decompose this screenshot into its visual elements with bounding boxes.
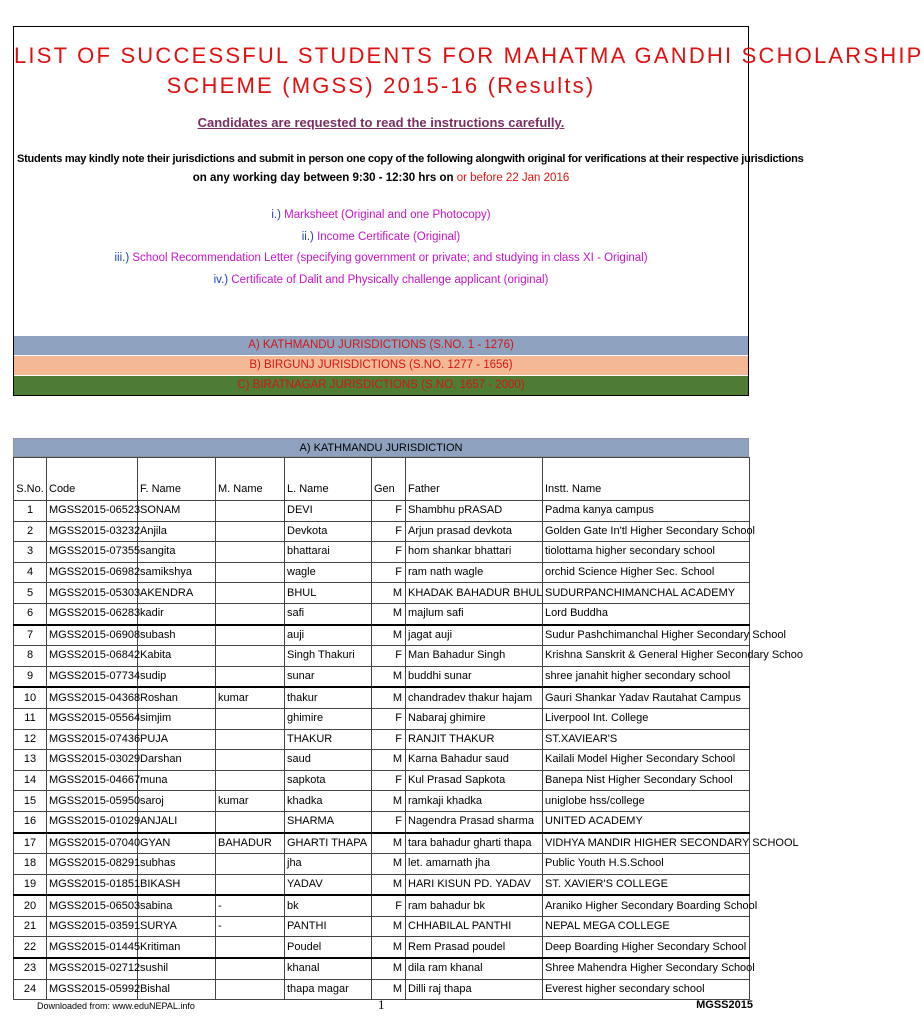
- cell-first-name: kadir: [138, 603, 216, 624]
- cell-middle-name: [216, 708, 285, 729]
- cell-sno: 15: [14, 791, 47, 812]
- cell-last-name: safi: [285, 603, 372, 624]
- cell-middle-name: [216, 811, 285, 832]
- cell-institute: Krishna Sanskrit & General Higher Secondary Schoo: [543, 646, 750, 667]
- requirements-list: [14, 205, 748, 291]
- table-row: [14, 958, 750, 979]
- cell-code: MGSS2015-05950: [47, 791, 138, 812]
- cell-middle-name: [216, 666, 285, 687]
- cell-code: MGSS2015-05303: [47, 583, 138, 604]
- cell-last-name: SHARMA: [285, 811, 372, 832]
- cell-institute: Public Youth H.S.School: [543, 854, 750, 875]
- cell-first-name: muna: [138, 770, 216, 791]
- header-box: [13, 26, 924, 396]
- cell-first-name: Darshan: [138, 750, 216, 771]
- cell-middle-name: -: [216, 916, 285, 937]
- cell-middle-name: kumar: [216, 687, 285, 708]
- table-row: [14, 833, 750, 854]
- column-header-father: Father: [406, 458, 543, 501]
- cell-gender: F: [372, 729, 406, 750]
- cell-first-name: Roshan: [138, 687, 216, 708]
- cell-gender: F: [372, 542, 406, 563]
- cell-code: MGSS2015-01851: [47, 874, 138, 895]
- cell-gender: F: [372, 501, 406, 522]
- cell-sno: 21: [14, 916, 47, 937]
- cell-father: RANJIT THAKUR: [406, 729, 543, 750]
- column-header-sno: S.No.: [14, 458, 47, 501]
- instructions-subheading: Candidates are requested to read the instructions carefully.: [197, 115, 565, 130]
- cell-sno: 12: [14, 729, 47, 750]
- cell-institute: Sudur Pashchimanchal Higher Secondary School: [543, 625, 750, 646]
- cell-last-name: thapa magar: [285, 979, 372, 1000]
- notice-line-2: [17, 169, 745, 188]
- cell-father: CHHABILAL PANTHI: [406, 916, 543, 937]
- cell-last-name: BHUL: [285, 583, 372, 604]
- cell-father: Rem Prasad poudel: [406, 937, 543, 958]
- cell-first-name: PUJA: [138, 729, 216, 750]
- table-row: [14, 646, 750, 667]
- cell-sno: 8: [14, 646, 47, 667]
- cell-father: KHADAK BAHADUR BHUL: [406, 583, 543, 604]
- requirement-text: Certificate of Dalit and Physically challenge applicant (original): [228, 273, 549, 286]
- cell-institute: Padma kanya campus: [543, 501, 750, 522]
- cell-father: Karna Bahadur saud: [406, 750, 543, 771]
- cell-code: MGSS2015-03232: [47, 521, 138, 542]
- notice-line-2-text: on any working day between 9:30 - 12:30 hrs on: [192, 172, 457, 184]
- table-row: [14, 583, 750, 604]
- cell-middle-name: [216, 958, 285, 979]
- cell-middle-name: [216, 501, 285, 522]
- table-row: [14, 874, 750, 895]
- cell-sno: 18: [14, 854, 47, 875]
- cell-father: hom shankar bhattari: [406, 542, 543, 563]
- cell-sno: 17: [14, 833, 47, 854]
- table-row: [14, 625, 750, 646]
- cell-middle-name: -: [216, 895, 285, 916]
- cell-code: MGSS2015-07040: [47, 833, 138, 854]
- cell-last-name: sunar: [285, 666, 372, 687]
- requirement-item: [14, 270, 748, 292]
- cell-father: ram bahadur bk: [406, 895, 543, 916]
- cell-code: MGSS2015-06842: [47, 646, 138, 667]
- cell-sno: 3: [14, 542, 47, 563]
- cell-first-name: BIKASH: [138, 874, 216, 895]
- requirement-text: Income Certificate (Original): [313, 230, 461, 243]
- cell-gender: M: [372, 687, 406, 708]
- cell-code: MGSS2015-07734: [47, 666, 138, 687]
- cell-sno: 10: [14, 687, 47, 708]
- cell-code: MGSS2015-05992: [47, 979, 138, 1000]
- cell-sno: 13: [14, 750, 47, 771]
- cell-gender: M: [372, 625, 406, 646]
- cell-code: MGSS2015-08291: [47, 854, 138, 875]
- cell-gender: F: [372, 895, 406, 916]
- cell-first-name: Bishal: [138, 979, 216, 1000]
- cell-last-name: DEVI: [285, 501, 372, 522]
- cell-middle-name: [216, 646, 285, 667]
- cell-father: tara bahadur gharti thapa: [406, 833, 543, 854]
- cell-father: Man Bahadur Singh: [406, 646, 543, 667]
- cell-institute: Shree Mahendra Higher Secondary School: [543, 958, 750, 979]
- cell-institute: Lord Buddha: [543, 603, 750, 624]
- cell-gender: F: [372, 770, 406, 791]
- cell-gender: M: [372, 666, 406, 687]
- table-row: [14, 521, 750, 542]
- cell-gender: M: [372, 958, 406, 979]
- cell-last-name: thakur: [285, 687, 372, 708]
- requirement-number: ii.): [301, 230, 314, 243]
- table-row: [14, 916, 750, 937]
- column-header-last-name: L. Name: [285, 458, 372, 501]
- cell-sno: 7: [14, 625, 47, 646]
- cell-first-name: Anjila: [138, 521, 216, 542]
- cell-father: let. amarnath jha: [406, 854, 543, 875]
- cell-gender: F: [372, 708, 406, 729]
- cell-middle-name: [216, 750, 285, 771]
- cell-middle-name: [216, 562, 285, 583]
- cell-last-name: THAKUR: [285, 729, 372, 750]
- cell-code: MGSS2015-02712: [47, 958, 138, 979]
- cell-code: MGSS2015-01029: [47, 811, 138, 832]
- page-footer: [0, 996, 768, 1016]
- cell-code: MGSS2015-03029: [47, 750, 138, 771]
- cell-middle-name: [216, 625, 285, 646]
- cell-last-name: bk: [285, 895, 372, 916]
- cell-institute: ST. XAVIER'S COLLEGE: [543, 874, 750, 895]
- column-header-code: Code: [47, 458, 138, 501]
- cell-code: MGSS2015-01445: [47, 937, 138, 958]
- table-row: [14, 687, 750, 708]
- cell-father: chandradev thakur hajam: [406, 687, 543, 708]
- cell-first-name: GYAN: [138, 833, 216, 854]
- cell-institute: ST.XAVIEAR'S: [543, 729, 750, 750]
- cell-first-name: SONAM: [138, 501, 216, 522]
- cell-gender: M: [372, 937, 406, 958]
- cell-gender: F: [372, 562, 406, 583]
- cell-code: MGSS2015-07355: [47, 542, 138, 563]
- cell-father: Shambhu pRASAD: [406, 501, 543, 522]
- requirement-text: School Recommendation Letter (specifying government or private; and studying in class XI - Original): [129, 252, 648, 264]
- page-title-line-1: LIST OF SUCCESSFUL STUDENTS FOR MAHATMA GANDHI SCHOLARSHIP: [14, 43, 924, 68]
- cell-last-name: khadka: [285, 791, 372, 812]
- cell-gender: M: [372, 791, 406, 812]
- cell-sno: 24: [14, 979, 47, 1000]
- cell-first-name: samikshya: [138, 562, 216, 583]
- cell-father: buddhi sunar: [406, 666, 543, 687]
- cell-sno: 6: [14, 603, 47, 624]
- notice-line-1: Students may kindly note their jurisdictions and submit in person one copy of the following alongwith original for verifications at their respective jurisdictions: [17, 153, 804, 165]
- cell-gender: M: [372, 583, 406, 604]
- cell-first-name: sangita: [138, 542, 216, 563]
- requirement-item: [14, 248, 748, 270]
- cell-sno: 22: [14, 937, 47, 958]
- jurisdiction-band-kathmandu: A) KATHMANDU JURISDICTIONS (S.NO. 1 - 1276): [14, 336, 748, 355]
- requirement-item: [14, 205, 748, 227]
- table-caption: A) KATHMANDU JURISDICTION: [13, 438, 749, 457]
- column-header-institute: Instt. Name: [543, 458, 750, 501]
- requirement-number: iv.): [213, 273, 229, 286]
- table-row: [14, 791, 750, 812]
- cell-last-name: jha: [285, 854, 372, 875]
- table-row: [14, 729, 750, 750]
- table-row: [14, 750, 750, 771]
- cell-last-name: ghimire: [285, 708, 372, 729]
- cell-sno: 1: [14, 501, 47, 522]
- cell-father: ramkaji khadka: [406, 791, 543, 812]
- cell-last-name: wagle: [285, 562, 372, 583]
- footer-page-number: 1: [378, 997, 385, 1012]
- cell-last-name: khanal: [285, 958, 372, 979]
- cell-code: MGSS2015-03591: [47, 916, 138, 937]
- table-row: [14, 666, 750, 687]
- cell-code: MGSS2015-07436: [47, 729, 138, 750]
- cell-middle-name: [216, 583, 285, 604]
- cell-code: MGSS2015-06523: [47, 501, 138, 522]
- cell-middle-name: [216, 603, 285, 624]
- cell-institute: Golden Gate In'tl Higher Secondary School: [543, 521, 750, 542]
- cell-first-name: sudip: [138, 666, 216, 687]
- cell-first-name: Kabita: [138, 646, 216, 667]
- cell-gender: M: [372, 854, 406, 875]
- cell-first-name: sushil: [138, 958, 216, 979]
- cell-father: Dilli raj thapa: [406, 979, 543, 1000]
- cell-institute: shree janahit higher secondary school: [543, 666, 750, 687]
- cell-gender: F: [372, 646, 406, 667]
- table-body: [14, 501, 804, 1000]
- cell-father: ram nath wagle: [406, 562, 543, 583]
- cell-first-name: subash: [138, 625, 216, 646]
- students-table-section: [13, 438, 804, 1000]
- cell-last-name: saud: [285, 750, 372, 771]
- cell-sno: 16: [14, 811, 47, 832]
- cell-middle-name: [216, 854, 285, 875]
- cell-code: MGSS2015-04368: [47, 687, 138, 708]
- requirement-number: i.): [271, 209, 281, 221]
- cell-last-name: sapkota: [285, 770, 372, 791]
- students-table: [13, 457, 804, 1000]
- cell-gender: M: [372, 874, 406, 895]
- cell-gender: M: [372, 979, 406, 1000]
- cell-last-name: Devkota: [285, 521, 372, 542]
- cell-code: MGSS2015-06283: [47, 603, 138, 624]
- cell-last-name: Poudel: [285, 937, 372, 958]
- cell-gender: F: [372, 811, 406, 832]
- cell-middle-name: BAHADUR: [216, 833, 285, 854]
- cell-first-name: simjim: [138, 708, 216, 729]
- cell-institute: VIDHYA MANDIR HIGHER SECONDARY SCHOOL: [543, 833, 750, 854]
- cell-middle-name: [216, 542, 285, 563]
- cell-last-name: YADAV: [285, 874, 372, 895]
- cell-middle-name: [216, 521, 285, 542]
- table-row: [14, 854, 750, 875]
- cell-sno: 2: [14, 521, 47, 542]
- cell-institute: orchid Science Higher Sec. School: [543, 562, 750, 583]
- cell-gender: M: [372, 603, 406, 624]
- cell-institute: Deep Boarding Higher Secondary School: [543, 937, 750, 958]
- cell-sno: 20: [14, 895, 47, 916]
- cell-sno: 9: [14, 666, 47, 687]
- cell-sno: 11: [14, 708, 47, 729]
- table-row: [14, 562, 750, 583]
- cell-last-name: bhattarai: [285, 542, 372, 563]
- cell-code: MGSS2015-06503: [47, 895, 138, 916]
- cell-institute: SUDURPANCHIMANCHAL ACADEMY: [543, 583, 750, 604]
- table-row: [14, 937, 750, 958]
- cell-father: Nabaraj ghimire: [406, 708, 543, 729]
- cell-father: Kul Prasad Sapkota: [406, 770, 543, 791]
- cell-institute: UNITED ACADEMY: [543, 811, 750, 832]
- cell-code: MGSS2015-06908: [47, 625, 138, 646]
- cell-institute: uniglobe hss/college: [543, 791, 750, 812]
- cell-institute: Banepa Nist Higher Secondary School: [543, 770, 750, 791]
- cell-gender: F: [372, 521, 406, 542]
- page-title-line-2: SCHEME (MGSS) 2015-16 (Results): [166, 73, 596, 98]
- cell-institute: Kailali Model Higher Secondary School: [543, 750, 750, 771]
- cell-sno: 23: [14, 958, 47, 979]
- cell-last-name: GHARTI THAPA: [285, 833, 372, 854]
- table-row: [14, 603, 750, 624]
- cell-institute: Everest higher secondary school: [543, 979, 750, 1000]
- cell-first-name: ANJALI: [138, 811, 216, 832]
- cell-gender: M: [372, 916, 406, 937]
- cell-institute: tiolottama higher secondary school: [543, 542, 750, 563]
- cell-sno: 4: [14, 562, 47, 583]
- table-row: [14, 501, 750, 522]
- cell-institute: Gauri Shankar Yadav Rautahat Campus: [543, 687, 750, 708]
- table-header-row: [14, 458, 750, 501]
- cell-institute: NEPAL MEGA COLLEGE: [543, 916, 750, 937]
- table-row: [14, 895, 750, 916]
- footer-source: Downloaded from: www.eduNEPAL.info: [37, 1001, 195, 1011]
- deadline-text: or before 22 Jan 2016: [456, 172, 570, 184]
- column-header-first-name: F. Name: [138, 458, 216, 501]
- cell-last-name: Singh Thakuri: [285, 646, 372, 667]
- jurisdiction-band-birgunj: B) BIRGUNJ JURISDICTIONS (S.NO. 1277 - 1656): [14, 356, 748, 375]
- cell-first-name: AKENDRA: [138, 583, 216, 604]
- cell-code: MGSS2015-06982: [47, 562, 138, 583]
- jurisdiction-band-biratnagar: C) BIRATNAGAR JURISDICTIONS (S.NO. 1657 - 2000): [14, 376, 748, 395]
- cell-code: MGSS2015-05564: [47, 708, 138, 729]
- cell-father: dila ram khanal: [406, 958, 543, 979]
- cell-first-name: subhas: [138, 854, 216, 875]
- cell-father: jagat auji: [406, 625, 543, 646]
- cell-first-name: SURYA: [138, 916, 216, 937]
- table-row: [14, 770, 750, 791]
- table-row: [14, 542, 750, 563]
- cell-sno: 14: [14, 770, 47, 791]
- requirement-number: iii.): [114, 252, 130, 264]
- notice-paragraph: [14, 150, 804, 188]
- column-header-middle-name: M. Name: [216, 458, 285, 501]
- cell-first-name: sabina: [138, 895, 216, 916]
- cell-father: Arjun prasad devkota: [406, 521, 543, 542]
- cell-middle-name: [216, 770, 285, 791]
- cell-institute: Liverpool Int. College: [543, 708, 750, 729]
- cell-sno: 19: [14, 874, 47, 895]
- cell-first-name: saroj: [138, 791, 216, 812]
- table-row: [14, 811, 750, 832]
- cell-middle-name: [216, 937, 285, 958]
- cell-middle-name: kumar: [216, 791, 285, 812]
- cell-father: HARI KISUN PD. YADAV: [406, 874, 543, 895]
- cell-gender: M: [372, 833, 406, 854]
- requirement-item: [14, 227, 748, 249]
- cell-gender: M: [372, 750, 406, 771]
- cell-sno: 5: [14, 583, 47, 604]
- cell-father: Nagendra Prasad sharma: [406, 811, 543, 832]
- footer-doc-code: MGSS2015: [696, 999, 753, 1011]
- requirement-text: Marksheet (Original and one Photocopy): [280, 209, 491, 221]
- cell-middle-name: [216, 729, 285, 750]
- cell-father: majlum safi: [406, 603, 543, 624]
- cell-code: MGSS2015-04667: [47, 770, 138, 791]
- cell-middle-name: [216, 874, 285, 895]
- table-row: [14, 708, 750, 729]
- cell-last-name: PANTHI: [285, 916, 372, 937]
- cell-institute: Araniko Higher Secondary Boarding School: [543, 895, 750, 916]
- cell-last-name: auji: [285, 625, 372, 646]
- cell-first-name: Kritiman: [138, 937, 216, 958]
- column-header-gender: Gen: [372, 458, 406, 501]
